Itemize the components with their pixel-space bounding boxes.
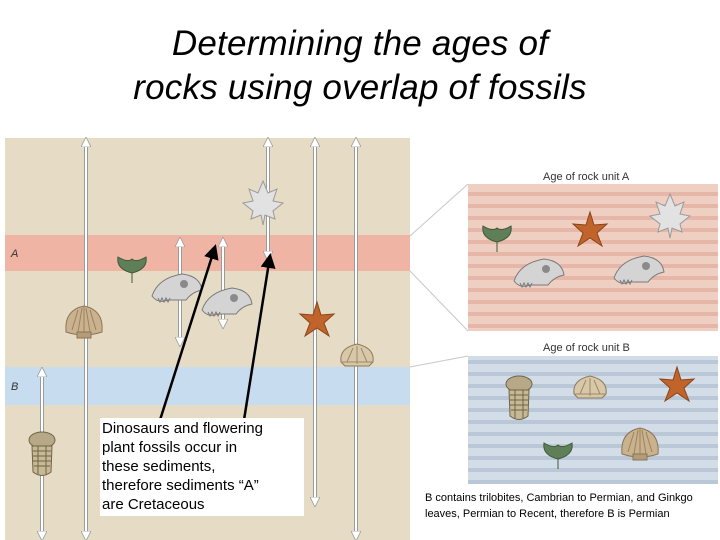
- rock-unit-b-band: [5, 367, 410, 405]
- note-line: Dinosaurs and flowering: [102, 420, 263, 437]
- rock-unit-b-panel: [468, 356, 718, 484]
- connector-line: [410, 184, 468, 236]
- note-line: therefore sediments “A”: [102, 477, 259, 494]
- slide-title-line-1: Determining the ages of: [171, 24, 549, 63]
- unit-a-label: A: [11, 248, 19, 260]
- unit-b-label: B: [11, 381, 19, 393]
- connector-line: [410, 356, 468, 367]
- trilobite-icon: [29, 432, 55, 476]
- slide-title-line-2: rocks using overlap of fossils: [133, 68, 587, 107]
- note-line: are Cretaceous: [102, 496, 205, 513]
- connector-line: [410, 271, 468, 331]
- note-line: these sediments,: [102, 458, 216, 475]
- panel-b-title: Age of rock unit B: [543, 342, 630, 354]
- note-line: plant fossils occur in: [102, 439, 238, 456]
- cretaceous-explanation: [100, 418, 304, 516]
- trilobite-icon: [506, 376, 532, 420]
- permian-explanation: B contains trilobites, Cambrian to Permian, and Ginkgo leaves, Permian to Recent, therefore B is Permian: [423, 491, 719, 522]
- panel-a-title: Age of rock unit A: [543, 171, 630, 183]
- rock-unit-a-band: [5, 235, 410, 271]
